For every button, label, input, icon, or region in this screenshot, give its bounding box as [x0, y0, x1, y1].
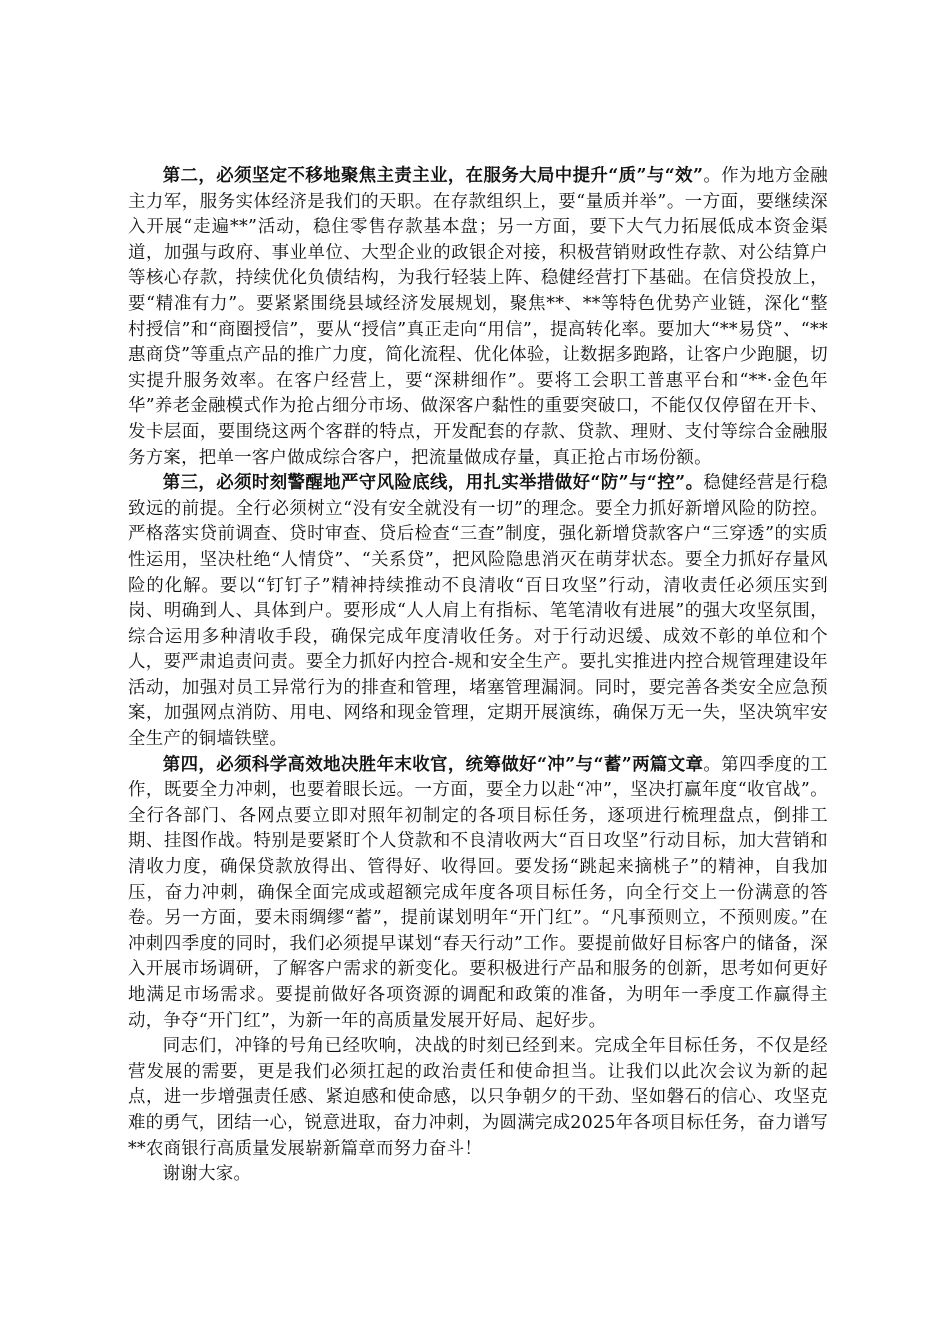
paragraph-text: 同志们，冲锋的号角已经吹响，决战的时刻已经到来。完成全年目标任务，不仅是经营发展的需要，更是我们必须扛起的政治责任和使命担当。让我们以此次会议为新的起点，进一步增强责任感、紧迫感和使命感，以只争朝夕的干劲、坚如磐石的信心、攻坚克难的勇气，团结一心，锐意进取，奋力冲刺，为圆满完成2025年各项目标任务，奋力谱写**农商银行高质量发展崭新篇章而努力奋斗！	[128, 1036, 829, 1159]
paragraph-text: 。第四季度的工作，既要全力冲刺，也要着眼长远。一方面，要全力以赴“冲”，坚决打赢年度“收官战”。全行各部门、各网点要立即对照年初制定的各项目标任务，逐项进行梳理盘点，倒排工期、挂图作战。特别是要紧盯个人贷款和不良清收两大“百日攻坚”行动目标，加大营销和清收力度，确保贷款放得出、管得好、收得回。要发扬“跳起来摘桃子”的精神，自我加压，奋力冲刺，确保全面完成或超额完成年度各项目标任务，向全行交上一份满意的答卷。另一方面，要未雨绸缪“蓄”，提前谋划明年“开门红”。“凡事预则立，不预则废。”在冲刺四季度的同时，我们必须提早谋划“春天行动”工作。要提前做好目标客户的储备，深入开展市场调研，了解客户需求的新变化。要积极进行产品和服务的创新，思考如何更好地满足市场需求。要提前做好各项资源的调配和政策的准备，为明年一季度工作赢得主动，争夺“开门红”，为新一年的高质量发展开好局、起好步。	[128, 754, 828, 1031]
paragraph-text: 。作为地方金融主力军，服务实体经济是我们的天职。在存款组织上，要“量质并举”。一方面，要继续深入开展“走遍**”活动，稳住零售存款基本盘；另一方面，要下大气力拓展低成本资金渠道，加强与政府、事业单位、大型企业的政银企对接，积极营销财政性存款、对公结算户等核心存款，持续优化负债结构，为我行轻装上阵、稳健经营打下基础。在信贷投放上，要“精准有力”。要紧紧围绕县域经济发展规划，聚焦**、**等特色优势产业链，深化“整村授信”和“商圈授信”，要从“授信”真正走向“用信”，提高转化率。要加大“**易贷”、“**惠商贷”等重点产品的推广力度，简化流程、优化体验，让数据多跑路，让客户少跑腿，切实提升服务效率。在客户经营上，要“深耕细作”。要将工会职工普惠平台和“**·金色年华”养老金融模式作为抢占细分市场、做深客户黏性的重要突破口，不能仅仅停留在开卡、发卡层面，要围绕这两个客群的特点，开发配套的存款、贷款、理财、支付等综合金融服务方案，把单一客户做成综合客户，把流量做成存量，真正抢占市场份额。	[128, 166, 828, 468]
paragraph-focus-main-business	[128, 164, 828, 471]
paragraph-lead-heading: 第二，必须坚定不移地聚焦主责主业，在服务大局中提升“质”与“效”	[162, 166, 704, 186]
paragraph-thanks	[128, 1162, 828, 1188]
paragraph-risk-control	[128, 471, 828, 753]
paragraph-lead-heading: 第三，必须时刻警醒地严守风险底线，用扎实举措做好“防”与“控”。	[162, 473, 704, 494]
document-body	[128, 164, 828, 1188]
paragraph-year-end	[128, 753, 828, 1035]
paragraph-text: 谢谢大家。	[162, 1164, 252, 1185]
paragraph-lead-heading: 第四，必须科学高效地决胜年末收官，统筹做好“冲”与“蓄”两篇文章	[162, 754, 704, 775]
paragraph-closing-call	[128, 1034, 828, 1162]
paragraph-text: 稳健经营是行稳致远的前提。全行必须树立“没有安全就没有一切”的理念。要全力抓好新增风险的防控。严格落实贷前调查、贷时审查、贷后检查“三查”制度，强化新增贷款客户“三穿透”的实质性运用，坚决杜绝“人情贷”、“关系贷”，把风险隐患消灭在萌芽状态。要全力抓好存量风险的化解。要以“钉钉子”精神持续推动不良清收“百日攻坚”行动，清收责任必须压实到岗、明确到人、具体到户。要形成“人人肩上有指标、笔笔清收有进展”的强大攻坚氛围，综合运用多种清收手段，确保完成年度清收任务。对于行动迟缓、成效不彰的单位和个人，要严肃追责问责。要全力抓好内控合-规和安全生产。要扎实推进内控合规管理建设年活动，加强对员工异常行为的排查和管理，堵塞管理漏洞。同时，要完善各类安全应急预案，加强网点消防、用电、网络和现金管理，定期开展演练，确保万无一失，坚决筑牢安全生产的铜墙铁壁。	[128, 473, 828, 750]
